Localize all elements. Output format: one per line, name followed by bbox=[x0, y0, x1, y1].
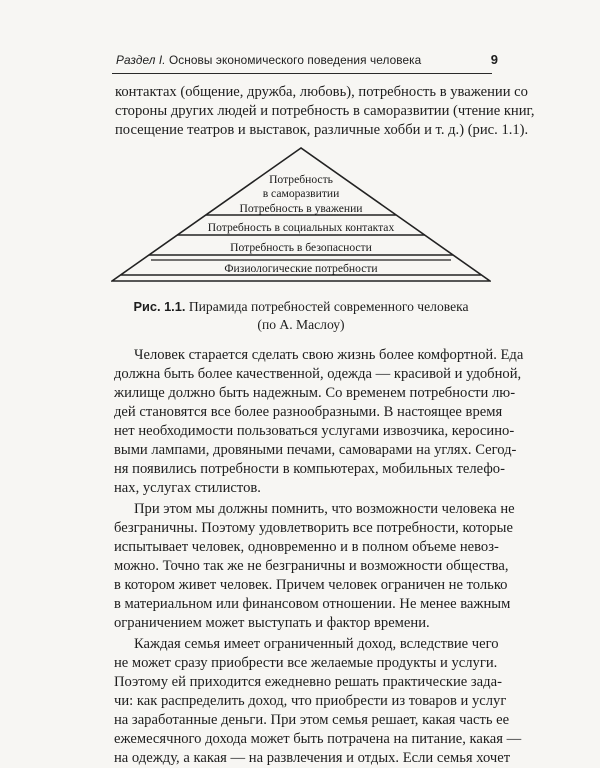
text-line: в материальном или финансовом отношении. Не менее важным bbox=[114, 596, 511, 612]
text-line: выми лампами, дровяными печами, самоварами на углях. Сегод- bbox=[114, 442, 517, 458]
caption-source: (по А. Маслоу) bbox=[257, 317, 345, 332]
text-line: контактах (общение, дружба, любовь), потребность в уважении со bbox=[115, 84, 528, 100]
paragraph bbox=[114, 346, 524, 498]
running-header bbox=[112, 47, 498, 74]
pyramid-level-physiological: Физиологические потребности bbox=[224, 262, 378, 275]
header-title-text: Основы экономического поведения человека bbox=[169, 53, 422, 67]
text-line: не может сразу приобрести все желаемые продукты и услуги. bbox=[114, 655, 498, 671]
text-line: При этом мы должны помнить, что возможности человека не bbox=[134, 501, 515, 517]
text-line: на заработанные деньги. При этом семья решает, какая часть ее bbox=[114, 712, 510, 728]
text-line: Каждая семья имеет ограниченный доход, вследствие чего bbox=[134, 636, 499, 652]
paragraph bbox=[114, 500, 515, 633]
pyramid-level-safety: Потребность в безопасности bbox=[230, 241, 372, 254]
text-line: стороны других людей и потребность в саморазвитии (чтение книг, bbox=[115, 103, 535, 119]
caption-label: Рис. 1.1. bbox=[133, 299, 186, 314]
pyramid-level-esteem: Потребность в уважении bbox=[239, 202, 363, 215]
text-line: чи: как распределить доход, что приобрести из товаров и услуг bbox=[114, 693, 507, 709]
paragraph bbox=[114, 635, 522, 768]
text-line: можно. Точно так же не безграничны и возможности общества, bbox=[114, 558, 509, 574]
caption-text: Пирамида потребностей современного человека bbox=[188, 299, 469, 314]
text-line: нах, услугах стилистов. bbox=[114, 480, 261, 496]
text-line: безграничны. Поэтому удовлетворить все потребности, которые bbox=[114, 520, 513, 536]
maslow-pyramid-diagram bbox=[111, 147, 491, 285]
top-paragraph bbox=[115, 83, 535, 140]
body-text bbox=[114, 346, 524, 768]
section-label: Раздел I. bbox=[116, 53, 166, 67]
pyramid-level-self-development-2: в саморазвитии bbox=[262, 187, 340, 200]
text-line: ежемесячного дохода может быть потрачена на питание, какая — bbox=[114, 731, 522, 747]
text-line: дей становятся все более разнообразными. В настоящее время bbox=[114, 404, 503, 420]
text-line: в котором живет человек. Причем человек ограничен не только bbox=[114, 577, 508, 593]
text-line: Человек старается сделать свою жизнь более комфортной. Еда bbox=[134, 347, 524, 363]
text-line: жилище должно быть надежным. Со временем потребности лю- bbox=[114, 385, 516, 401]
text-line: нет необходимости пользоваться услугами извозчика, керосино- bbox=[114, 423, 515, 439]
pyramid-level-social: Потребность в социальных контактах bbox=[207, 221, 395, 234]
pyramid-level-self-development-1: Потребность bbox=[269, 173, 333, 186]
text-line: Поэтому ей приходится ежедневно решать практические зада- bbox=[114, 674, 502, 690]
text-line: испытывает человек, одновременно и в полном объеме невоз- bbox=[114, 539, 499, 555]
text-line: на одежду, а какая — на развлечения и отдых. Если семья хочет bbox=[114, 750, 511, 766]
text-line: должна быть более качественной, одежда — красивой и удобной, bbox=[114, 366, 522, 382]
text-line: ня появились потребности в компьютерах, мобильных телефо- bbox=[114, 461, 505, 477]
text-line: посещение театров и выставок, различные хобби и т. д.) (рис. 1.1). bbox=[115, 122, 529, 138]
figure-caption bbox=[112, 298, 490, 334]
header-title bbox=[116, 53, 421, 67]
page-number: 9 bbox=[490, 52, 498, 67]
text-line: ограничением может выступать и фактор времени. bbox=[114, 615, 430, 631]
